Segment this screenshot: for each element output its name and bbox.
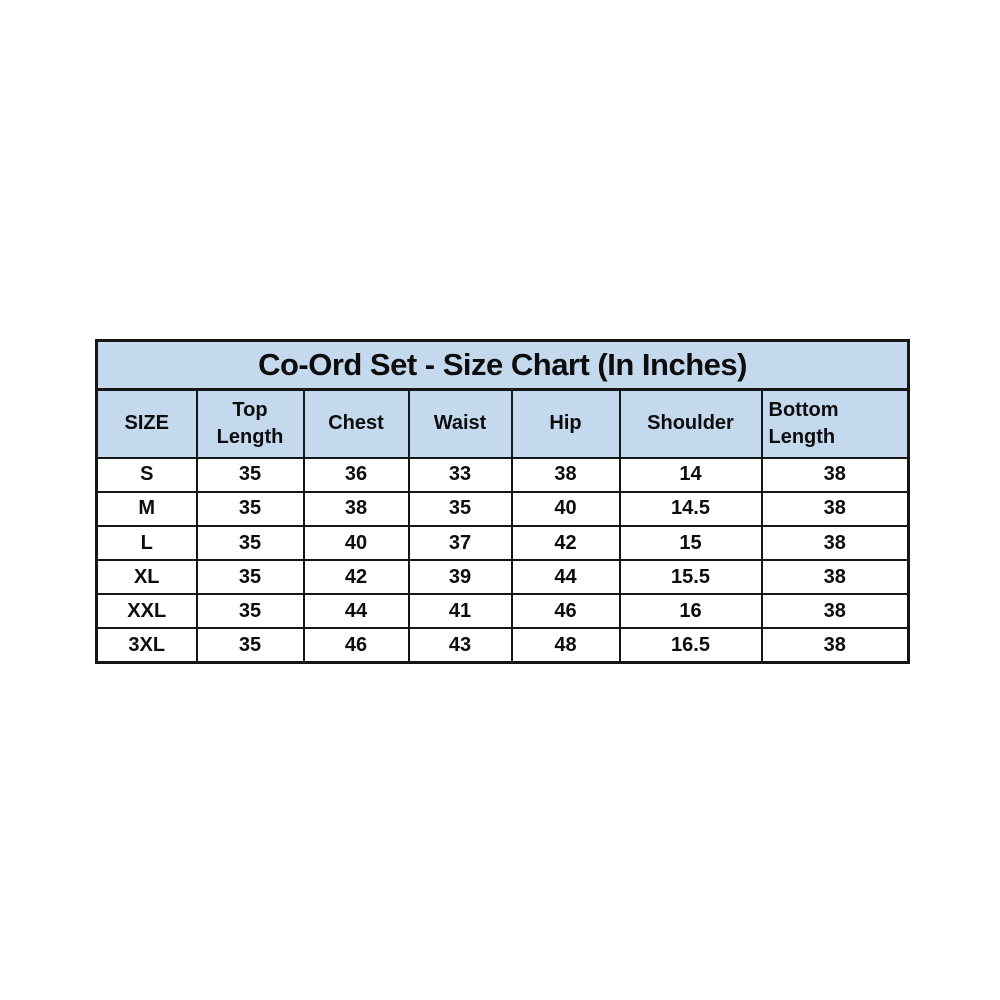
table-row-xxl	[97, 594, 909, 628]
column-header-waist: Waist	[409, 390, 512, 458]
hip-value: 46	[512, 594, 620, 628]
size-label: S	[97, 458, 197, 492]
size-chart-title: Co-Ord Set - Size Chart (In Inches)	[97, 341, 909, 390]
top-length-value: 35	[197, 594, 304, 628]
bottom-length-value: 38	[762, 628, 909, 662]
chest-value: 44	[304, 594, 409, 628]
shoulder-value: 14	[620, 458, 762, 492]
title-row	[97, 341, 909, 390]
column-header-top-length	[197, 390, 304, 458]
column-header-bottom-length	[762, 390, 909, 458]
shoulder-value: 16.5	[620, 628, 762, 662]
hip-value: 42	[512, 526, 620, 560]
waist-value: 37	[409, 526, 512, 560]
shoulder-value: 16	[620, 594, 762, 628]
bottom-length-value: 38	[762, 526, 909, 560]
column-header-hip: Hip	[512, 390, 620, 458]
shoulder-value: 15	[620, 526, 762, 560]
table-row-xl	[97, 560, 909, 594]
hip-value: 48	[512, 628, 620, 662]
waist-value: 35	[409, 492, 512, 526]
waist-value: 43	[409, 628, 512, 662]
top-length-value: 35	[197, 560, 304, 594]
size-label: XL	[97, 560, 197, 594]
shoulder-value: 15.5	[620, 560, 762, 594]
table-row-m	[97, 492, 909, 526]
top-length-value: 35	[197, 526, 304, 560]
size-label: 3XL	[97, 628, 197, 662]
bottom-length-value: 38	[762, 594, 909, 628]
waist-value: 41	[409, 594, 512, 628]
column-header-shoulder: Shoulder	[620, 390, 762, 458]
table-row-s	[97, 458, 909, 492]
chest-value: 36	[304, 458, 409, 492]
bottom-length-value: 38	[762, 560, 909, 594]
column-header-size: SIZE	[97, 390, 197, 458]
chest-value: 40	[304, 526, 409, 560]
waist-value: 39	[409, 560, 512, 594]
bottom-length-value: 38	[762, 492, 909, 526]
chest-value: 46	[304, 628, 409, 662]
hip-value: 40	[512, 492, 620, 526]
size-label: L	[97, 526, 197, 560]
waist-value: 33	[409, 458, 512, 492]
chest-value: 42	[304, 560, 409, 594]
size-chart-table	[95, 339, 910, 664]
column-header-row	[97, 390, 909, 458]
chest-value: 38	[304, 492, 409, 526]
column-header-bottom-length-label: Bottom Length	[768, 398, 839, 448]
shoulder-value: 14.5	[620, 492, 762, 526]
column-header-top-length-label: Top Length	[216, 398, 284, 448]
hip-value: 44	[512, 560, 620, 594]
size-label: XXL	[97, 594, 197, 628]
top-length-value: 35	[197, 492, 304, 526]
hip-value: 38	[512, 458, 620, 492]
table-row-l	[97, 526, 909, 560]
size-label: M	[97, 492, 197, 526]
column-header-chest: Chest	[304, 390, 409, 458]
table-row-3xl	[97, 628, 909, 662]
top-length-value: 35	[197, 628, 304, 662]
top-length-value: 35	[197, 458, 304, 492]
bottom-length-value: 38	[762, 458, 909, 492]
